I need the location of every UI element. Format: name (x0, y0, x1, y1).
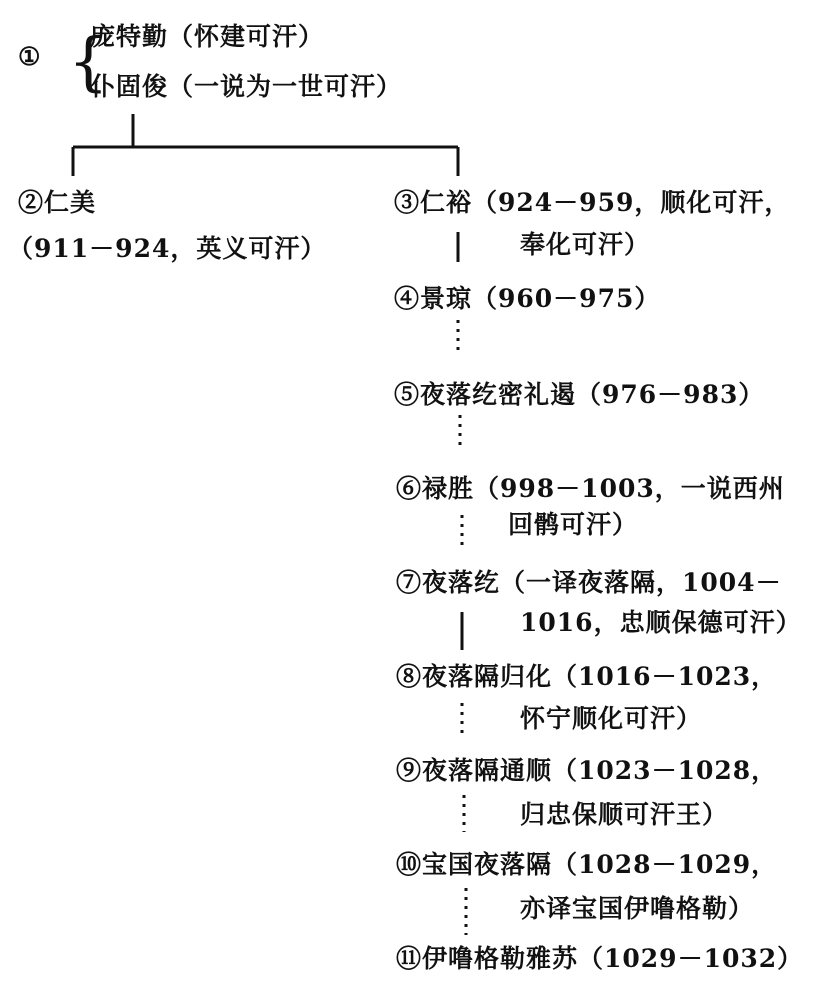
root-marker: ① (18, 42, 42, 71)
entry-11-line-1: ⑪伊噜格勒雅苏（1029－1032） (396, 944, 804, 973)
entry-8-line-2: 怀宁顺化可汗） (520, 704, 703, 733)
entry-9-line-1: ⑨夜落隔通顺（1023－1028， (396, 756, 778, 785)
entry-7-line-2: 1016，忠顺保德可汗） (520, 608, 802, 637)
entry-7-line-1: ⑦夜落纥（一译夜落隔，1004－ (396, 568, 782, 597)
entry-3-line-2: 奉化可汗） (520, 230, 651, 259)
entry-10-line-1: ⑩宝国夜落隔（1028－1029， (396, 850, 778, 879)
left-branch-detail: （911－924，英义可汗） (8, 234, 327, 263)
entry-5-line-1: ⑤夜落纥密礼遏（976－983） (394, 380, 765, 409)
entry-6-line-2: 回鹘可汗） (508, 510, 639, 539)
entry-8-line-1: ⑧夜落隔归化（1016－1023， (396, 662, 778, 691)
left-branch-name: ②仁美 (18, 188, 97, 217)
root-line-2: 仆固俊（一说为一世可汗） (90, 72, 403, 101)
root-line-1: 庞特勤（怀建可汗） (90, 22, 325, 51)
entry-6-line-1: ⑥禄胜（998－1003，一说西州 (396, 474, 785, 503)
entry-3-line-1: ③仁裕（924－959，顺化可汗， (394, 188, 791, 217)
root-brace: { (68, 25, 109, 99)
entry-10-line-2: 亦译宝国伊噜格勒） (520, 894, 755, 923)
entry-9-line-2: 归忠保顺可汗王） (520, 800, 729, 829)
entry-4-line-1: ④景琼（960－975） (394, 284, 661, 313)
